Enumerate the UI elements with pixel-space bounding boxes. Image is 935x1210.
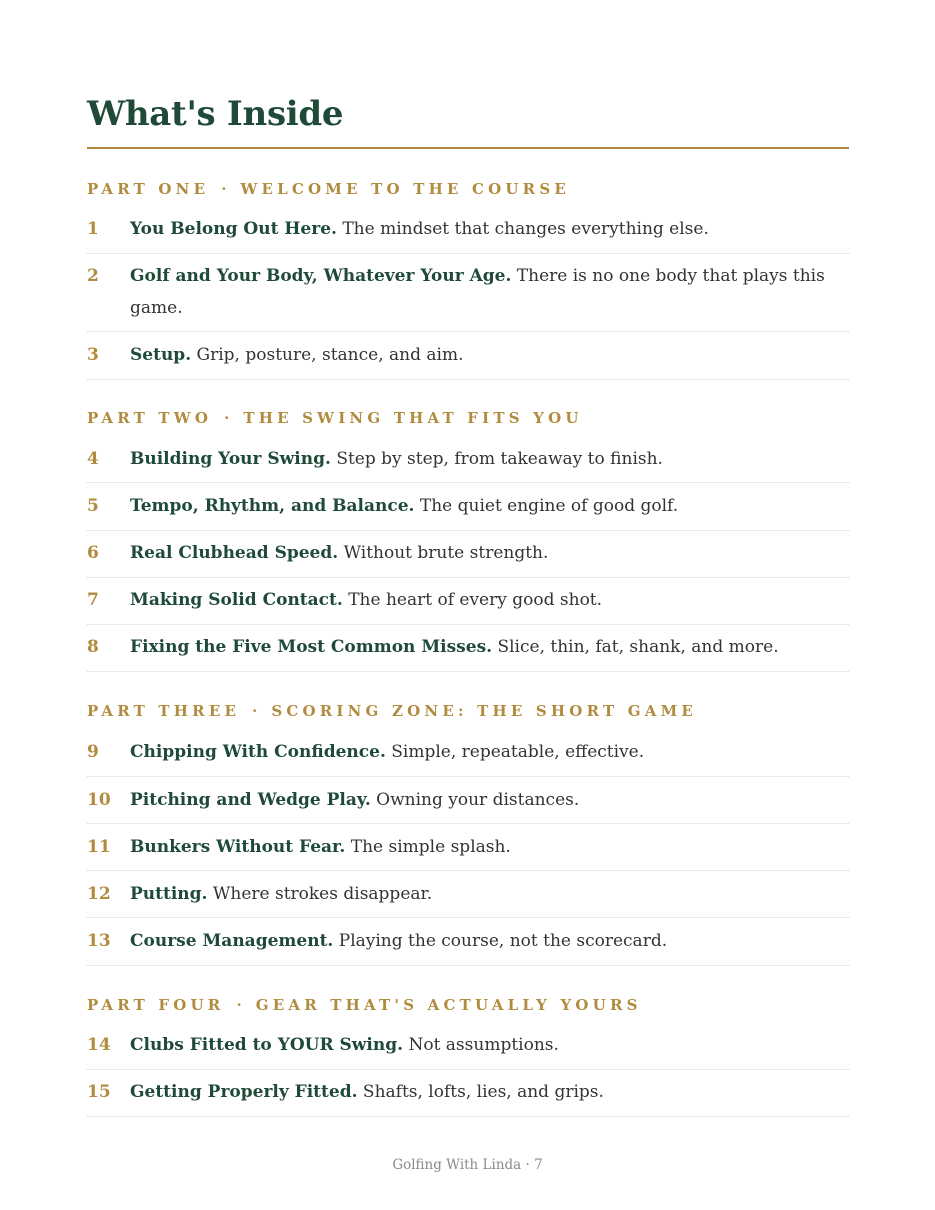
part-name: SCORING ZONE: THE SHORT GAME bbox=[271, 702, 698, 720]
separator-dot: · bbox=[252, 702, 258, 720]
page-title: What's Inside bbox=[87, 94, 344, 134]
chapter-title: Putting. bbox=[130, 884, 208, 904]
chapter-title: Real Clubhead Speed. bbox=[130, 543, 339, 563]
chapter-number: 6 bbox=[87, 543, 99, 563]
part-label: PART TWO bbox=[87, 409, 213, 427]
chapter-description: Step by step, from takeaway to finish. bbox=[336, 449, 663, 469]
chapter-entry[interactable] bbox=[87, 631, 849, 672]
chapter-entry[interactable] bbox=[87, 1076, 849, 1117]
chapter-entry[interactable] bbox=[87, 260, 849, 332]
part-name: WELCOME TO THE COURSE bbox=[240, 180, 571, 198]
chapter-description: Where strokes disappear. bbox=[212, 884, 433, 904]
chapter-entry[interactable] bbox=[87, 784, 849, 824]
chapter-entry[interactable] bbox=[87, 213, 849, 254]
chapter-title: Clubs Fitted to YOUR Swing. bbox=[130, 1035, 404, 1055]
chapter-number: 12 bbox=[87, 884, 111, 904]
chapter-description: The heart of every good shot. bbox=[348, 590, 603, 610]
chapter-description: Shafts, lofts, lies, and grips. bbox=[362, 1082, 604, 1102]
chapter-title: Golf and Your Body, Whatever Your Age. bbox=[130, 266, 512, 286]
part-label: PART THREE bbox=[87, 702, 241, 720]
chapter-number: 4 bbox=[87, 449, 99, 469]
chapter-entry[interactable] bbox=[87, 339, 849, 380]
chapter-entry[interactable] bbox=[87, 1029, 849, 1070]
part-name: THE SWING THAT FITS YOU bbox=[243, 409, 583, 427]
title-divider bbox=[87, 147, 849, 149]
chapter-title: Fixing the Five Most Common Misses. bbox=[130, 637, 493, 657]
chapter-title: Chipping With Confidence. bbox=[130, 742, 386, 762]
chapter-description: Not assumptions. bbox=[408, 1035, 559, 1055]
chapter-description: Simple, repeatable, effective. bbox=[391, 742, 645, 762]
chapter-entry[interactable] bbox=[87, 736, 849, 777]
chapter-number: 1 bbox=[87, 219, 99, 239]
chapter-description: The simple splash. bbox=[350, 837, 511, 857]
chapter-number: 14 bbox=[87, 1035, 111, 1055]
chapter-entry[interactable] bbox=[87, 831, 849, 871]
chapter-entry[interactable] bbox=[87, 490, 849, 531]
part-heading-four bbox=[87, 994, 642, 1016]
chapter-entry[interactable] bbox=[87, 584, 849, 625]
chapter-number: 9 bbox=[87, 742, 99, 762]
chapter-number: 7 bbox=[87, 590, 99, 610]
chapter-entry[interactable] bbox=[87, 925, 849, 966]
chapter-number: 13 bbox=[87, 931, 111, 951]
chapter-number: 3 bbox=[87, 345, 99, 365]
part-heading-one bbox=[87, 178, 570, 200]
chapter-description: There is no one body that plays this game. bbox=[130, 266, 825, 318]
chapter-title: Getting Properly Fitted. bbox=[130, 1082, 358, 1102]
chapter-description: The mindset that changes everything else. bbox=[342, 219, 709, 239]
chapter-title: Tempo, Rhythm, and Balance. bbox=[130, 496, 415, 516]
chapter-entry[interactable] bbox=[87, 537, 849, 578]
chapter-title: Setup. bbox=[130, 345, 192, 365]
chapter-description: Without brute strength. bbox=[343, 543, 549, 563]
chapter-description: Grip, posture, stance, and aim. bbox=[196, 345, 464, 365]
chapter-title: Course Management. bbox=[130, 931, 334, 951]
chapter-number: 2 bbox=[87, 266, 99, 286]
page-footer: Golfing With Linda · 7 bbox=[392, 1157, 543, 1173]
part-name: GEAR THAT'S ACTUALLY YOURS bbox=[255, 996, 642, 1014]
separator-dot: · bbox=[221, 180, 227, 198]
part-label: PART FOUR bbox=[87, 996, 225, 1014]
chapter-title: You Belong Out Here. bbox=[130, 219, 337, 239]
separator-dot: · bbox=[236, 996, 242, 1014]
separator-dot: · bbox=[224, 409, 230, 427]
chapter-entry[interactable] bbox=[87, 443, 849, 483]
chapter-number: 11 bbox=[87, 837, 111, 857]
chapter-entry[interactable] bbox=[87, 878, 849, 918]
chapter-title: Building Your Swing. bbox=[130, 449, 331, 469]
chapter-number: 8 bbox=[87, 637, 99, 657]
chapter-description: Slice, thin, fat, shank, and more. bbox=[497, 637, 779, 657]
chapter-description: Playing the course, not the scorecard. bbox=[338, 931, 668, 951]
chapter-description: The quiet engine of good golf. bbox=[419, 496, 679, 516]
chapter-description: Owning your distances. bbox=[376, 790, 580, 810]
chapter-number: 15 bbox=[87, 1082, 111, 1102]
part-label: PART ONE bbox=[87, 180, 210, 198]
part-heading-three bbox=[87, 700, 697, 722]
chapter-title: Making Solid Contact. bbox=[130, 590, 343, 610]
chapter-title: Pitching and Wedge Play. bbox=[130, 790, 371, 810]
chapter-title: Bunkers Without Fear. bbox=[130, 837, 346, 857]
part-heading-two bbox=[87, 407, 583, 429]
chapter-number: 10 bbox=[87, 790, 111, 810]
chapter-number: 5 bbox=[87, 496, 99, 516]
